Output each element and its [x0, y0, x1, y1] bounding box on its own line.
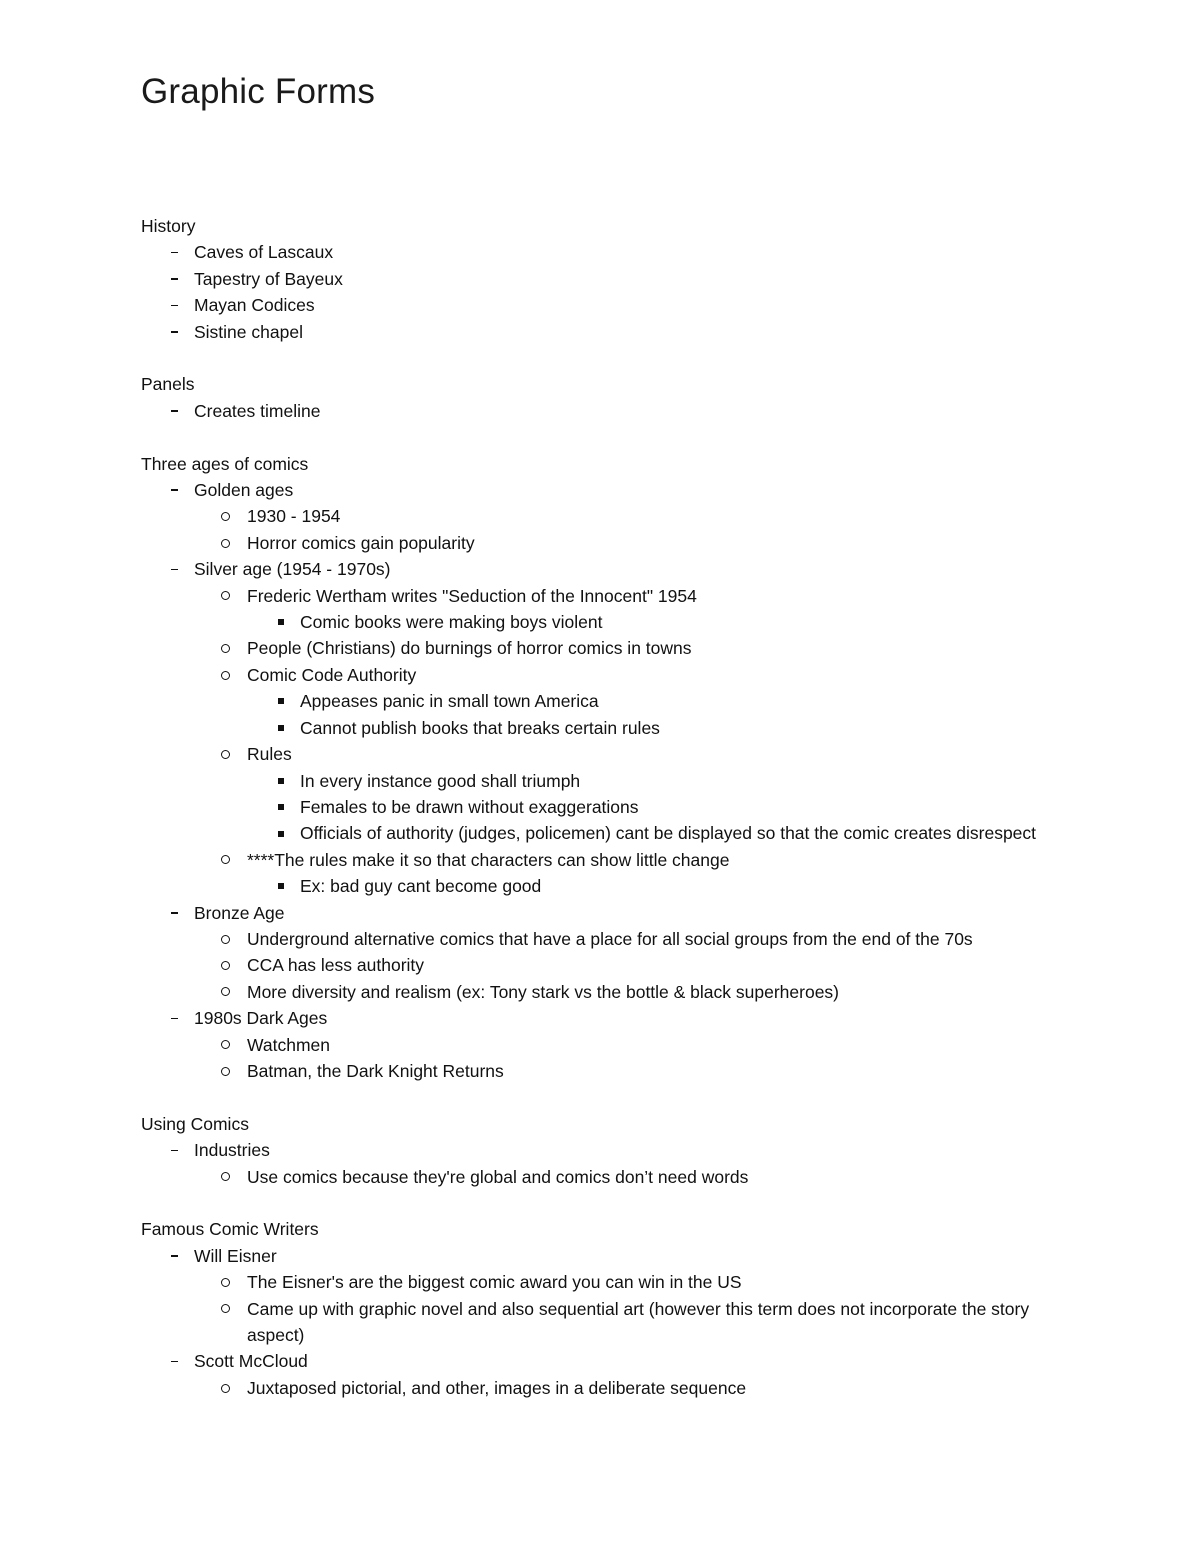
- dash-bullet-icon: [171, 900, 178, 926]
- page-title: Graphic Forms: [141, 72, 376, 111]
- section-famous-writers: [141, 1216, 1081, 1401]
- dash-bullet-icon: [171, 398, 178, 424]
- list-item-text: Creates timeline: [194, 400, 321, 421]
- list-item-text: Bronze Age: [194, 902, 285, 923]
- list-item-text: More diversity and realism (ex: Tony stark vs the bottle & black superheroes): [247, 981, 840, 1002]
- list-item: [141, 741, 1081, 767]
- section-heading: Famous Comic Writers: [141, 1219, 319, 1240]
- bullet-list: [141, 398, 1081, 424]
- bullet-list: [141, 477, 1081, 1084]
- list-item: [141, 1032, 1081, 1058]
- circle-bullet-icon: [221, 1375, 230, 1401]
- list-item-text: Will Eisner: [194, 1245, 277, 1266]
- section-ages: [141, 451, 1081, 1085]
- section-heading: Panels: [141, 374, 195, 395]
- square-bullet-icon: [278, 794, 284, 820]
- list-item-text: 1930 - 1954: [247, 506, 341, 527]
- list-item: [141, 1005, 1081, 1031]
- circle-bullet-icon: [221, 847, 230, 873]
- dash-bullet-icon: [171, 556, 178, 582]
- list-item: [141, 979, 1081, 1005]
- list-item: [141, 609, 1081, 635]
- list-item: [141, 1058, 1081, 1084]
- list-item: [141, 900, 1081, 926]
- list-item: [141, 1164, 1081, 1190]
- list-item: [141, 926, 1081, 952]
- list-item-text: Comic books were making boys violent: [300, 612, 603, 633]
- list-item: [141, 319, 1081, 345]
- square-bullet-icon: [278, 609, 284, 635]
- list-item-text: Industries: [194, 1140, 270, 1161]
- section-heading: Using Comics: [141, 1113, 249, 1134]
- circle-bullet-icon: [221, 530, 230, 556]
- list-item: [141, 398, 1081, 424]
- dash-bullet-icon: [171, 319, 178, 345]
- section-using-comics: [141, 1111, 1081, 1190]
- list-item: [141, 635, 1081, 661]
- list-item-text: Juxtaposed pictorial, and other, images in a deliberate sequence: [247, 1377, 747, 1398]
- list-item: [141, 688, 1081, 714]
- list-item: [141, 715, 1081, 741]
- dash-bullet-icon: [171, 292, 178, 318]
- list-item-text: Ex: bad guy cant become good: [300, 876, 542, 897]
- list-item: [141, 530, 1081, 556]
- list-item: [141, 1375, 1081, 1401]
- section-panels: [141, 371, 1081, 424]
- list-item-text: Females to be drawn without exaggerations: [300, 796, 639, 817]
- circle-bullet-icon: [221, 926, 230, 952]
- circle-bullet-icon: [221, 979, 230, 1005]
- circle-bullet-icon: [221, 1269, 230, 1295]
- circle-bullet-icon: [221, 583, 230, 609]
- list-item-text: The Eisner's are the biggest comic award you can win in the US: [247, 1272, 742, 1293]
- list-item: [141, 503, 1081, 529]
- list-item-text: Comic Code Authority: [247, 664, 417, 685]
- document-body: [141, 213, 1081, 1428]
- list-item: [141, 847, 1081, 873]
- section-heading: History: [141, 216, 196, 236]
- list-item-text: Horror comics gain popularity: [247, 532, 475, 553]
- list-item: [141, 583, 1081, 609]
- list-item: [141, 873, 1081, 899]
- square-bullet-icon: [278, 768, 284, 794]
- circle-bullet-icon: [221, 952, 230, 978]
- dash-bullet-icon: [171, 477, 178, 503]
- circle-bullet-icon: [221, 741, 230, 767]
- list-item-text: Appeases panic in small town America: [300, 691, 599, 712]
- list-item: [141, 1296, 1081, 1349]
- list-item-text: In every instance good shall triumph: [300, 770, 581, 791]
- circle-bullet-icon: [221, 503, 230, 529]
- list-item-text: Golden ages: [194, 480, 294, 501]
- list-item-text: Underground alternative comics that have a place for all social groups from the end of the 70s: [247, 928, 973, 949]
- list-item-text: CCA has less authority: [247, 955, 425, 976]
- list-item: [141, 768, 1081, 794]
- list-item: [141, 1137, 1081, 1163]
- list-item: [141, 794, 1081, 820]
- list-item: [141, 477, 1081, 503]
- list-item-text: 1980s Dark Ages: [194, 1008, 328, 1029]
- circle-bullet-icon: [221, 635, 230, 661]
- square-bullet-icon: [278, 688, 284, 714]
- list-item: [141, 292, 1081, 318]
- dash-bullet-icon: [171, 1005, 178, 1031]
- list-item: [141, 1348, 1081, 1374]
- list-item: [141, 820, 1081, 846]
- bullet-list: [141, 239, 1081, 345]
- bullet-list: [141, 1243, 1081, 1401]
- list-item: [141, 1269, 1081, 1295]
- bullet-list: [141, 1137, 1081, 1190]
- list-item: [141, 1243, 1081, 1269]
- list-item-text: Mayan Codices: [194, 295, 315, 316]
- square-bullet-icon: [278, 820, 284, 846]
- list-item-text: Frederic Wertham writes "Seduction of the Innocent" 1954: [247, 585, 697, 606]
- list-item-text: Came up with graphic novel and also sequential art (however this term does not incorporate the story aspect): [247, 1298, 1030, 1345]
- list-item-text: Tapestry of Bayeux: [194, 268, 343, 289]
- list-item-text: Sistine chapel: [194, 321, 303, 342]
- circle-bullet-icon: [221, 1164, 230, 1190]
- section-history: [141, 213, 1081, 345]
- list-item-text: Use comics because they're global and comics don’t need words: [247, 1166, 749, 1187]
- circle-bullet-icon: [221, 1032, 230, 1058]
- circle-bullet-icon: [221, 662, 230, 688]
- list-item-text: Officials of authority (judges, policemen) cant be displayed so that the comic creates disrespect: [300, 823, 1037, 844]
- list-item-text: Rules: [247, 744, 292, 765]
- circle-bullet-icon: [221, 1058, 230, 1084]
- dash-bullet-icon: [171, 266, 178, 292]
- dash-bullet-icon: [171, 1243, 178, 1269]
- list-item: [141, 662, 1081, 688]
- list-item-text: Scott McCloud: [194, 1351, 308, 1372]
- square-bullet-icon: [278, 873, 284, 899]
- circle-bullet-icon: [221, 1296, 230, 1322]
- list-item: [141, 556, 1081, 582]
- list-item: [141, 239, 1081, 265]
- list-item-text: People (Christians) do burnings of horror comics in towns: [247, 638, 692, 659]
- section-heading: Three ages of comics: [141, 453, 309, 474]
- list-item-text: Silver age (1954 - 1970s): [194, 559, 391, 580]
- dash-bullet-icon: [171, 1137, 178, 1163]
- list-item-text: ****The rules make it so that characters can show little change: [247, 849, 730, 870]
- dash-bullet-icon: [171, 1348, 178, 1374]
- list-item-text: Watchmen: [247, 1034, 330, 1055]
- list-item-text: Caves of Lascaux: [194, 242, 334, 263]
- list-item: [141, 952, 1081, 978]
- list-item-text: Batman, the Dark Knight Returns: [247, 1060, 504, 1081]
- list-item: [141, 266, 1081, 292]
- dash-bullet-icon: [171, 239, 178, 265]
- square-bullet-icon: [278, 715, 284, 741]
- list-item-text: Cannot publish books that breaks certain rules: [300, 717, 660, 738]
